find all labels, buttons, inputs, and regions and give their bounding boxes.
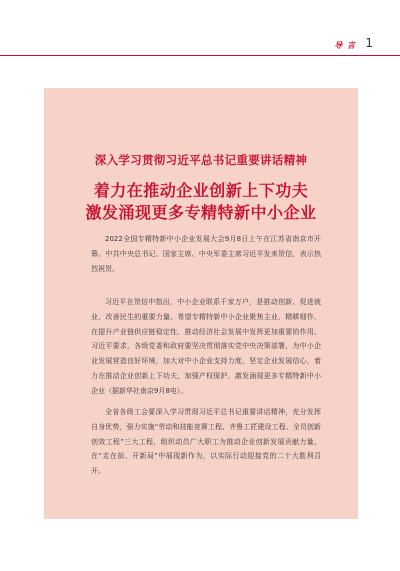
page-number: 1 [365, 36, 373, 50]
article-title-line1: 着力在推动企业创新上下功夫 [93, 181, 309, 200]
body-paragraph-3: 全省各级工会要深入学习贯彻习近平总书记重要讲话精神，充分发挥自身优势，强力实施“劳动和技能竞赛工程、齐鲁工匠建设工程、全员创新创效工程”三大工程，组织动员广大职工为推动企业创新发展贡献力量，在“走在前、开新局”中展现新作为，以实际行动迎接党的二十大胜利召开。 [91, 408, 321, 476]
article-title-line2: 激发涌现更多专精特新中小企业 [85, 203, 317, 222]
article-subtitle: 深入学习贯彻习近平总书记重要讲话精神 [94, 153, 308, 167]
header-rule [0, 55, 400, 56]
body-paragraph-1: 2022全国专精特新中小企业发展大会9月8日上午在江苏省南京市开幕。中共中央总书记、国家主席、中央军委主席习近平发来贺信，表示热烈祝贺。 [91, 235, 321, 273]
section-label: 导 言 [334, 41, 356, 50]
body-paragraph-2: 习近平在贺信中指出，中小企业联系千家万户，是推动创新、促进就业、改善民生的重要力量。希望专精特新中小企业聚焦主业，精耕细作，在提升产业链供应链稳定性、推动经济社会发展中发挥更加重要的作用。习近平要求，各级党委和政府要坚决贯彻落实党中央决策部署，为中小企业发展营造良好环境，加大对中小企业支持力度，坚定企业发展信心，着力在推动企业创新上下功夫，加强产权保护，激发涌现更多专精特新中小企业（据新华社南京9月8电）。 [91, 298, 321, 395]
